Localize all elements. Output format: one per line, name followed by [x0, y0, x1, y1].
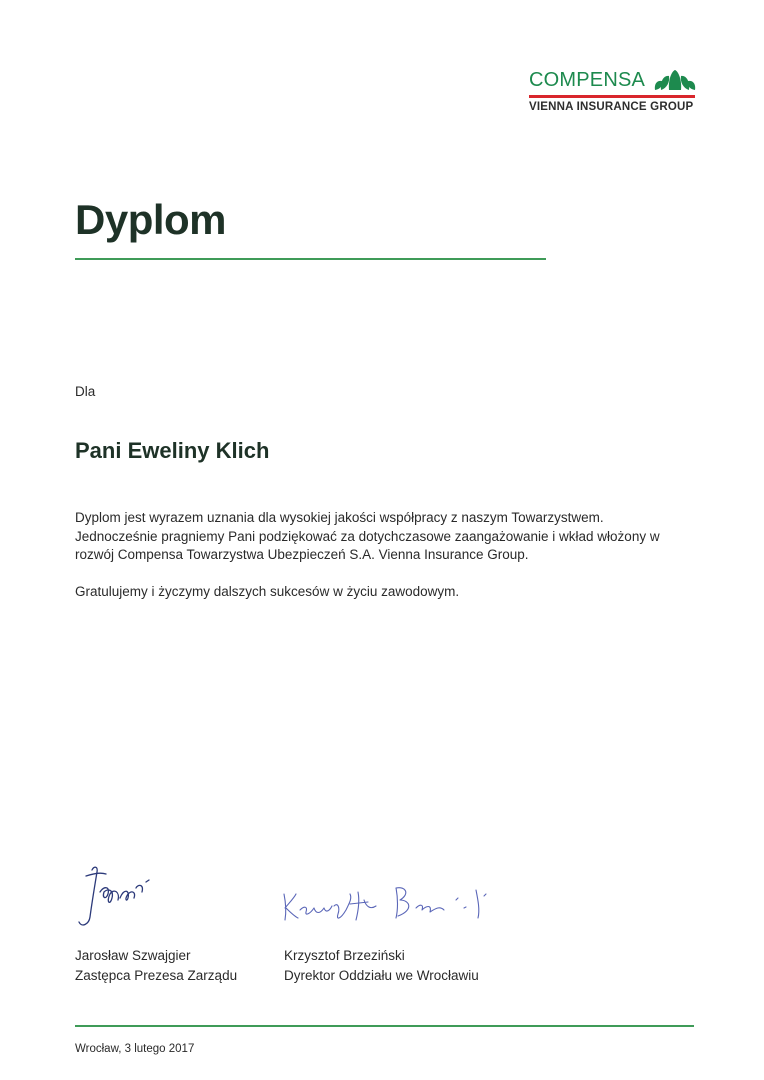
signatory-1-title: Zastępca Prezesa Zarządu: [75, 968, 238, 983]
signatory-1-name: Jarosław Szwajgier: [75, 948, 191, 963]
diploma-body: [75, 509, 675, 601]
diploma-title: Dyplom: [75, 196, 227, 243]
signatory-2: [284, 946, 479, 986]
signatory-2-title: Dyrektor Oddziału we Wrocławiu: [284, 968, 479, 983]
title-underline: [75, 258, 546, 260]
signature-2-handwriting: [280, 880, 510, 930]
logo-name: COMPENSA: [529, 69, 646, 91]
appreciation-paragraph: Dyplom jest wyrazem uznania dla wysokiej jakości współpracy z naszym Towarzystwem. Jednocześnie pragniemy Pani podziękować za dotychczasowe zaangażowanie i wkład włożony w rozwój Compensa Towarzystwa Ubezpieczeń S.A. Vienna Insurance Group.: [75, 510, 660, 562]
signatory-1: [75, 946, 237, 986]
signatory-2-name: Krzysztof Brzeziński: [284, 948, 405, 963]
company-logo: [529, 68, 697, 118]
logo-red-rule: [529, 95, 695, 98]
recipient-name: Pani Eweliny Klich: [75, 438, 270, 463]
congratulations-paragraph: Gratulujemy i życzymy dalszych sukcesów w życiu zawodowym.: [75, 583, 460, 599]
for-label: Dla: [75, 384, 96, 399]
logo-group-name: VIENNA INSURANCE GROUP: [529, 101, 694, 113]
signature-1-handwriting: [72, 862, 162, 934]
compensa-flower-icon: [653, 69, 697, 91]
footer-rule: [75, 1025, 694, 1027]
place-and-date: Wrocław, 3 lutego 2017: [75, 1043, 195, 1055]
